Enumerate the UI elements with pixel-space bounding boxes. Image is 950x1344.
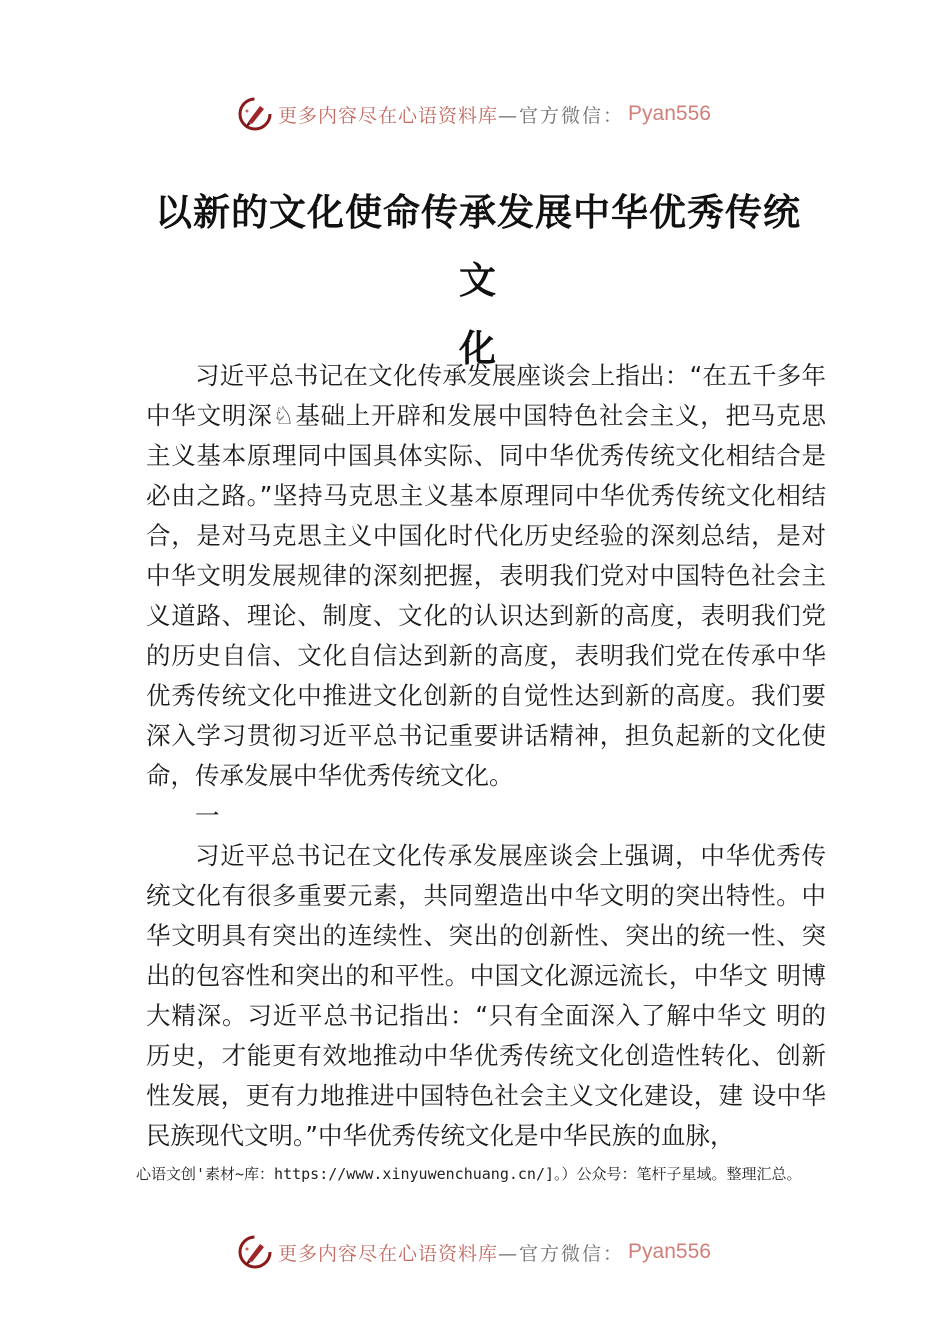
paragraph-intro: 习近平总书记在文化传承发展座谈会上指出：“在五千多年中华文明深♘基础上开辟和发展中国特色社会主义，把马克思主义基本原理同中国具体实际、同中华优秀传统文化相结合是必由之路。”坚持马克思主义基本原理同中华优秀传统文化相结合，是对马克思主义中国化时代化历史经验的深刻总结，是对中华文明发展规律的深刻把握，表明我们党对中国特色社会主义道路、理论、制度、文化的认识达到新的高度，表明我们党的历史自信、文化自信达到新的高度，表明我们党在传承中华优秀传统文化中推进文化创新的自觉性达到新的高度。我们要深入学习贯彻习近平总书记重要讲话精神，担负起新的文化使命，传承发展中华优秀传统文化。 <box>146 361 826 790</box>
title-line-1: 以新的文化使命传承发展中华优秀传统文 <box>155 190 801 302</box>
title-line-2: 化 <box>459 326 497 370</box>
banner-promo-text: 更多内容尽在心语资料库 <box>278 104 499 127</box>
banner-promo-text: 更多内容尽在心语资料库 <box>278 1242 499 1265</box>
section-heading-one: 一 <box>195 801 220 830</box>
quill-logo-icon <box>238 1235 272 1269</box>
quill-logo-icon <box>238 97 272 131</box>
paragraph-section-one: 习近平总书记在文化传承发展座谈会上强调，中华优秀传统文化有很多重要元素，共同塑造出中华文明的突出特性。中华文明具有突出的连续性、突出的创新性、突出的统一性、突出的包容性和突出的和平性。中国文化源远流长，中华文 明博大精深。习近平总书记指出：“只有全面深入了解中华文 明的历史，才能更有效地推动中华优秀传统文化创造性转化、创新性发展，更有力地推进中国特色社会主义文化建设，建 设中华民族现代文明。”中华优秀传统文化是中华民族的血脉， <box>146 841 826 1150</box>
banner-wechat-label: —官方微信： <box>498 1242 625 1265</box>
document-body <box>146 356 826 1156</box>
footer-banner <box>238 1234 711 1270</box>
source-footnote: 心语文创'素材~库：https://www.xinyuwenchuang.cn/]。）公众号：笔杆子星域。整理汇总。 <box>136 1165 802 1183</box>
banner-wechat-label: —官方微信： <box>498 104 625 127</box>
banner-wechat-id: Pyan556 <box>628 102 711 125</box>
header-banner <box>238 96 711 132</box>
document-title <box>148 178 808 382</box>
banner-wechat-id: Pyan556 <box>628 1240 711 1263</box>
